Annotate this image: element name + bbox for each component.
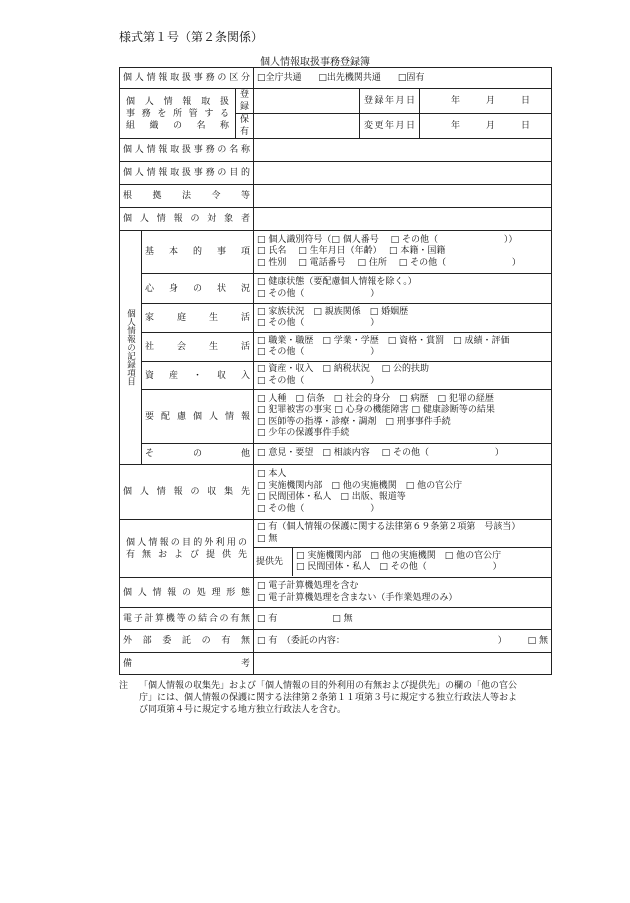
external-use-options [254,520,552,578]
record-mind-body [120,274,552,304]
footnote [119,680,559,716]
day-label: 日 [521,96,531,106]
checkbox-line[interactable]: □ その他（ ） [257,288,380,299]
checkbox-line[interactable]: □ 職業・職歴 □ 学業・学歴 □ 資格・賞罰 □ 成績・評価 [257,335,510,346]
checkbox-line[interactable]: □ 電子計算機処理を含む [257,581,359,591]
row-subjects [120,208,552,231]
record-options [254,274,552,304]
org-sub-hold: 保 有 [236,114,254,139]
provider-label: 提供先 [254,548,293,576]
work-name-field[interactable] [254,139,552,162]
record-sensitive [120,390,552,444]
row-work-name [120,139,552,162]
checkbox-line[interactable]: □ 意見・要望 □ 相談内容 □ その他（ ） [257,448,504,459]
form-number: 様式第１号（第２条関係） [119,30,264,44]
checkbox-line[interactable]: □ その他（ ） [257,347,380,357]
record-options [254,333,552,362]
checkbox-line[interactable]: □ 少年の保護事件手続 [257,428,350,438]
checkbox-line[interactable]: □ 実施機関内部 □ 他の実施機関 □ 他の官公庁 [296,550,502,561]
computer-link-options [254,608,552,630]
checkbox-line[interactable]: □ 性別 □ 電話番号 □ 住所 □ その他（ ） [257,257,521,268]
org-label-line: 事務を所管する [126,108,229,119]
record-options [254,444,552,465]
outsourcing-label: 外 部 委 託 の 有 無 [120,630,254,653]
remarks-row [120,653,552,675]
checkbox-line[interactable]: □ 人種 □ 信条 □ 社会的身分 □ 病歴 □ 犯罪の経歴 [257,393,494,404]
registry-table [119,67,552,675]
checkbox-no[interactable]: □ 無 [527,636,549,646]
legal-basis-label: 根 拠 法 令 等 [120,185,254,208]
note-line: び同項第４号に規定する地方独立行政法人を含む。 [139,705,347,715]
processing-options [254,578,552,608]
record-social [120,333,552,362]
external-use-label [120,520,254,578]
record-label: 資 産 ・ 収 入 [142,362,254,390]
work-purpose-label: 個人情報取扱事務の目的 [120,162,254,185]
subjects-field[interactable] [254,208,552,231]
checkbox-line[interactable]: □ 資産・収入 □ 納税状況 □ 公的扶助 [257,364,429,374]
record-label: 基 本 的 事 項 [142,231,254,274]
option-branch[interactable]: □出先機関共通 [318,73,381,83]
month-label: 月 [486,96,496,106]
checkbox-line[interactable]: □ 医師等の指導・診療・調剤 □ 刑事事件手続 [257,416,451,427]
external-use-row [120,520,552,578]
note-line: 「個人情報の収集先」および「個人情報の目的外利用の有無および提供先」の欄の「他の官公 [139,681,518,691]
year-label: 年 [451,96,461,106]
external-use-label-line: 個人情報の目的外利用の [126,537,248,548]
org-row-register [120,89,552,114]
legal-basis-field[interactable] [254,185,552,208]
outsourcing-options [254,630,552,653]
change-date-field[interactable] [420,114,552,139]
checkbox-line[interactable]: □ 電子計算機処理を含まない（手作業処理のみ） [257,592,458,603]
record-basic [120,231,552,274]
checkbox-line[interactable]: □ 氏名 □ 生年月日（年齢） □ 本籍・国籍 [257,246,446,257]
checkbox-yes[interactable]: □ 有 （委託の内容： [257,636,345,646]
checkbox-line[interactable]: □ 有（個人情報の保護に関する法律第６９条第２項第 号該当） [257,522,521,532]
subjects-label: 個 人 情 報 の 対 象 者 [120,208,254,231]
outsourcing-row [120,630,552,653]
record-family [120,304,552,333]
processing-label: 個 人 情 報 の 処 理 形 態 [120,578,254,608]
record-label: 心 身 の 状 況 [142,274,254,304]
checkbox-line[interactable]: □ その他（ ） [257,503,380,514]
org-label [120,89,236,139]
checkbox-line[interactable]: □ 家族状況 □ 親族関係 □ 婚姻歴 [257,306,409,317]
processing-row [120,578,552,608]
record-assets [120,362,552,390]
remarks-label: 備 考 [120,653,254,675]
remarks-field[interactable] [254,653,552,675]
register-date-label: 登録年月日 [360,89,420,114]
category-options [254,68,552,89]
outsourcing-close: ） [497,636,507,646]
register-date-field[interactable] [420,89,552,114]
org-sub-register: 登 録 [236,89,254,114]
checkbox-line[interactable]: □ 無 [257,533,278,544]
record-options [254,231,552,274]
record-options [254,362,552,390]
collection-options [254,465,552,520]
category-row [120,68,552,89]
record-items-vertical-label [120,231,142,465]
checkbox-no[interactable]: □ 無 [332,613,353,624]
computer-link-label: 電子計算機等の結合の有無 [120,608,254,630]
work-name-label: 個人情報取扱事務の名称 [120,139,254,162]
checkbox-line[interactable]: □ その他（ ） [257,318,380,328]
form-title: 個人情報取扱事務登録簿 [260,57,370,68]
record-label: 要 配 慮 個 人 情 報 [142,390,254,444]
month-label: 月 [486,121,496,131]
checkbox-line[interactable]: □ 民間団体・私人 □ その他（ ） [296,562,502,572]
option-unique[interactable]: □固有 [397,73,425,83]
year-label: 年 [451,121,461,131]
org-register-name-field[interactable] [254,89,360,114]
row-legal-basis [120,185,552,208]
checkbox-line[interactable]: □ 健康状態（要配慮個人情報を除く。） [257,277,417,287]
record-label: そ の 他 [142,444,254,465]
org-label-line: 個人情報取扱 [126,96,229,107]
category-label: 個人情報取扱事務の区分 [120,68,254,89]
checkbox-line[interactable]: □ 犯罪被害の事実 □ 心身の機能障害 □ 健康診断等の結果 [257,405,495,415]
checkbox-line[interactable]: □ 民間団体・私人 □ 出版、報道等 [257,492,406,502]
checkbox-line[interactable]: □ 本人 [257,469,287,479]
checkbox-line[interactable]: □ その他（ ） [257,375,380,386]
external-use-label-line: 有 無 お よ び 提 供 先 [126,549,248,560]
record-other [120,444,552,465]
record-items-label: 個人情報の記録項目 [125,309,136,386]
work-purpose-field[interactable] [254,162,552,185]
checkbox-yes[interactable]: □ 有 [257,613,278,624]
record-options [254,304,552,333]
checkbox-line[interactable]: □ 実施機関内部 □ 他の実施機関 □ 他の官公庁 [257,480,463,491]
checkbox-line[interactable]: □ 個人識別符号（□ 個人番号 □ その他（ ）） [257,234,518,245]
day-label: 日 [521,121,531,131]
change-date-label: 変更年月日 [360,114,420,139]
computer-link-row [120,608,552,630]
note-head: 注 [119,681,129,691]
note-line: 庁」には、個人情報の保護に関する法律第２条第１１項第３号に規定する独立行政法人等およ [139,693,518,703]
record-label: 社 会 生 活 [142,333,254,362]
org-hold-name-field[interactable] [254,114,360,139]
collection-label: 個 人 情 報 の 収 集 先 [120,465,254,520]
option-all-office[interactable]: □全庁共通 [257,73,302,83]
collection-row [120,465,552,520]
record-options [254,390,552,444]
row-work-purpose [120,162,552,185]
record-label: 家 庭 生 活 [142,304,254,333]
org-label-line: 組 織 の 名 称 [126,120,229,131]
